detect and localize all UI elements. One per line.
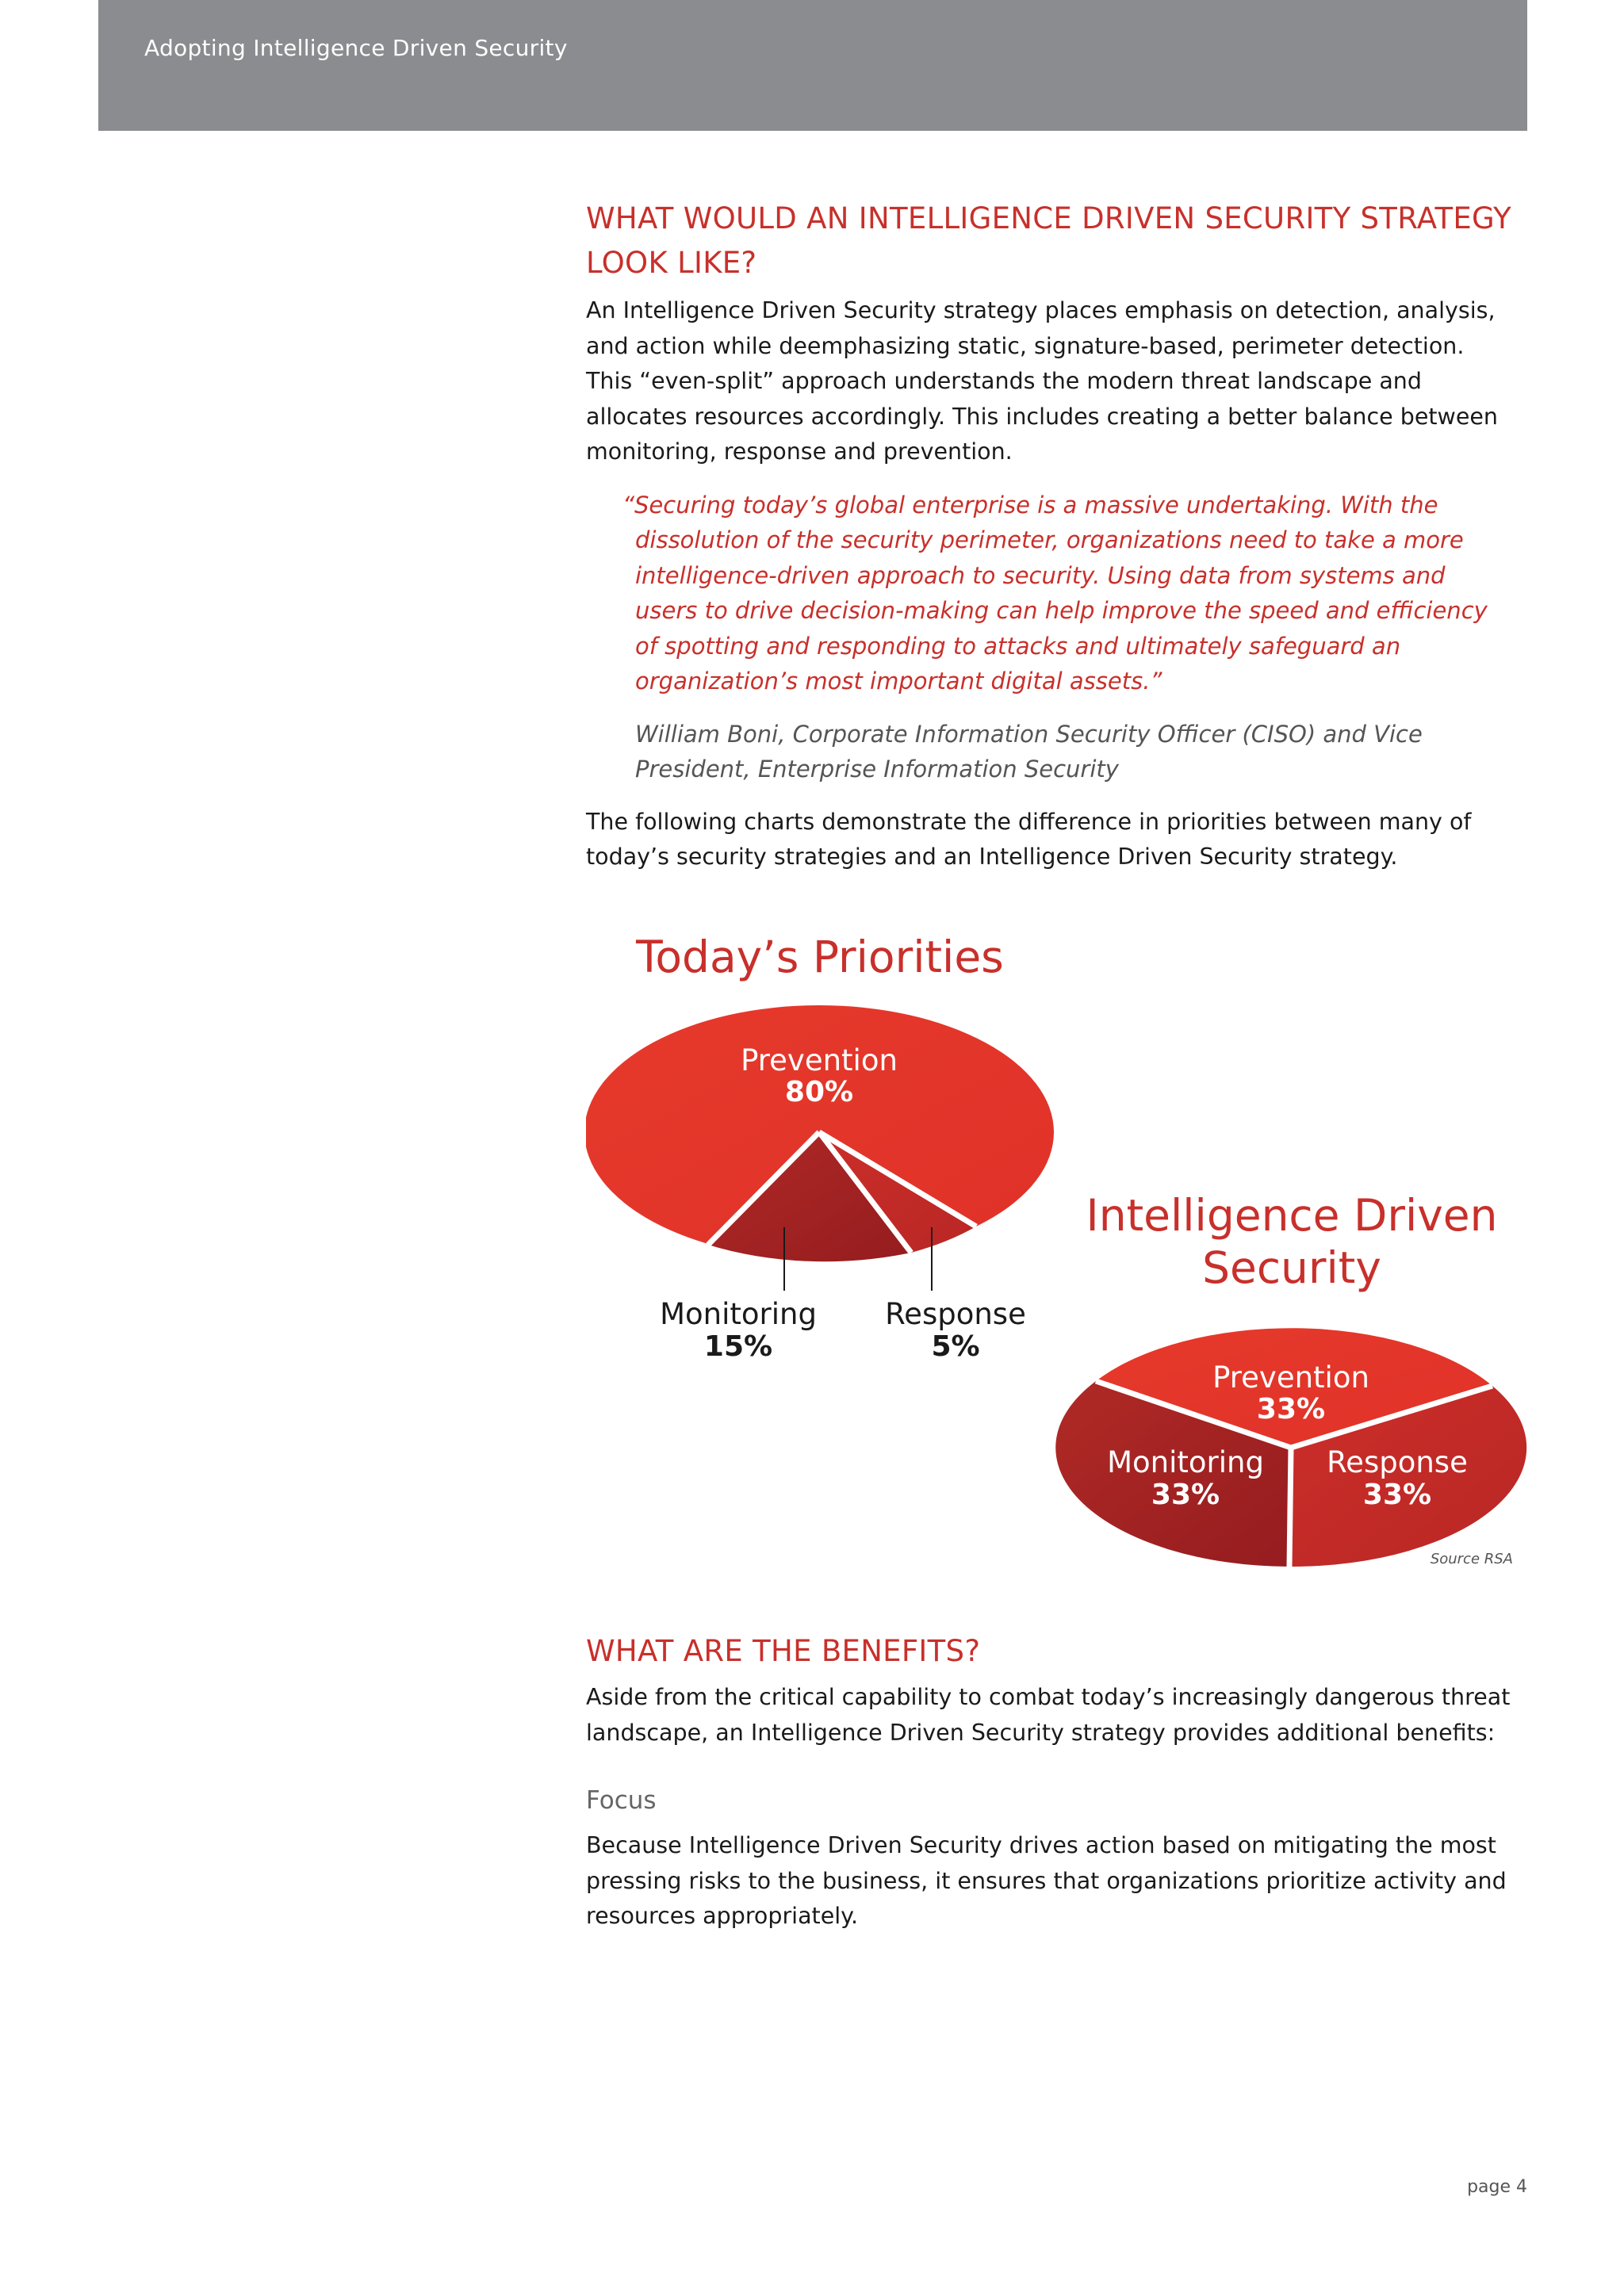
- chart-title-today: Today’s Priorities: [636, 932, 1004, 982]
- chart-title-ids-line-2: Security: [1202, 1242, 1381, 1293]
- focus-paragraph: Because Intelligence Driven Security drives action based on mitigating the most pressing risks to the business, it ensures that organizations prioritize activity and resources appropriately.: [586, 1832, 1507, 1929]
- label-ids-prevention: Prevention: [1212, 1360, 1369, 1395]
- label-ids-monitoring: Monitoring: [1107, 1445, 1264, 1479]
- chart-title-ids-line-1: Intelligence Driven: [1086, 1190, 1498, 1241]
- value-today-monitoring: 15%: [703, 1330, 773, 1363]
- charts-intro: The following charts demonstrate the difference in priorities between many of today’s security strategies and an Intelligence Driven Security strategy.: [586, 808, 1472, 870]
- pie-ids: [1055, 1328, 1526, 1567]
- label-today-response: Response: [885, 1297, 1026, 1331]
- chart-title-ids: [1070, 1189, 1514, 1294]
- label-today-monitoring: Monitoring: [660, 1297, 817, 1331]
- quote: “Securing today’s global enterprise is a massive undertaking. With the dissolution of the security perimeter, organizations need to take a more intelligence-driven approach to security. Using data from systems and users to drive decision-making can help improve the speed and efficiency of spotting and responding to attacks and ultimately safeguard an organization’s most important digital assets.”: [622, 491, 1488, 695]
- header-bar: [98, 0, 1527, 131]
- focus-heading: Focus: [586, 1786, 657, 1815]
- strategy-paragraph: An Intelligence Driven Security strategy places emphasis on detection, analysis, and action while deemphasizing static, signature-based, perimeter detection. This “even-split” approach understands the modern threat landscape and allocates resources accordingly. This includes creating a better balance between monitoring, response and prevention.: [586, 297, 1498, 465]
- value-today-response: 5%: [931, 1330, 980, 1363]
- pie-today: [586, 1005, 1054, 1363]
- label-today-prevention: Prevention: [741, 1043, 898, 1077]
- value-ids-response: 33%: [1362, 1479, 1432, 1511]
- label-ids-response: Response: [1327, 1445, 1468, 1479]
- heading-line-2: LOOK LIKE?: [586, 246, 757, 280]
- document-title: Adopting Intelligence Driven Security: [144, 35, 568, 61]
- section-benefits: [586, 1629, 1514, 1934]
- heading-line-1: WHAT WOULD AN INTELLIGENCE DRIVEN SECURITY STRATEGY: [586, 201, 1512, 235]
- value-today-prevention: 80%: [784, 1076, 854, 1108]
- source-note: Source RSA: [1430, 1551, 1513, 1567]
- value-ids-prevention: 33%: [1256, 1393, 1326, 1425]
- charts: [586, 928, 1527, 1586]
- section-heading: [586, 197, 1514, 285]
- section-strategy: [586, 197, 1514, 875]
- benefits-paragraph: Aside from the critical capability to combat today’s increasingly dangerous threat landscape, an Intelligence Driven Security strategy provides additional benefits:: [586, 1684, 1511, 1746]
- value-ids-monitoring: 33%: [1151, 1479, 1220, 1511]
- quote-attribution: William Boni, Corporate Information Security Officer (CISO) and Vice President, Enterprise Information Security: [635, 720, 1423, 783]
- benefits-heading: WHAT ARE THE BENEFITS?: [586, 1634, 981, 1668]
- page-number: page 4: [1467, 2177, 1527, 2197]
